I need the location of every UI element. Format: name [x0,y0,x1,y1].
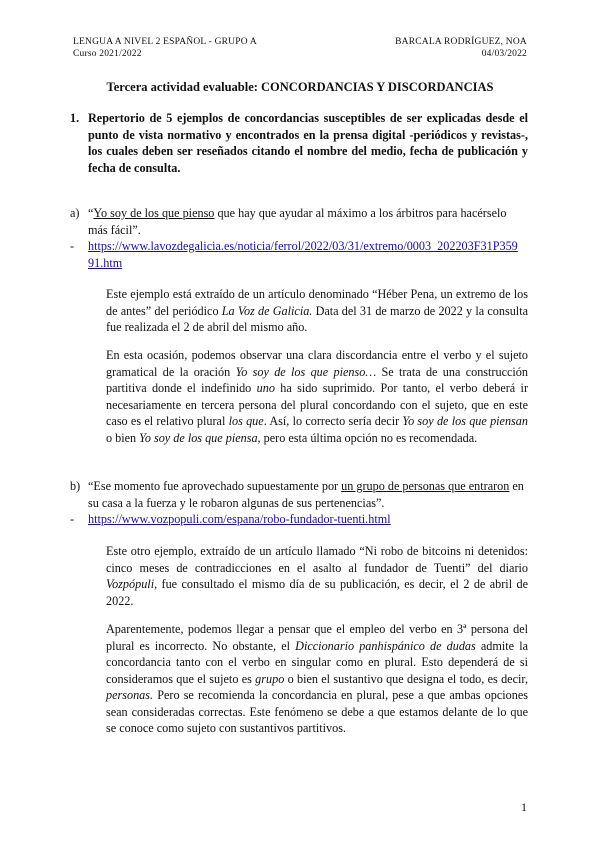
example-b-marker: b) [70,479,81,493]
header-left [73,36,257,60]
text-run: Aparentemente, podemos llegar a pensar que el empleo del verbo en 3ª persona del plural es incorrecto. No obstante, el [106,622,528,653]
text-run: ha sido suprimido. Por tanto, el verbo deberá ir necesariamente en tercera persona del plural concordando con el sujeto, que en este caso es el relativo plural [106,381,528,428]
italic-text: grupo [255,671,285,686]
quote-start: “Ese momento fue aprovechado supuestamente por [88,479,342,493]
author-name: BARCALA RODRÍGUEZ, NOA [395,37,527,47]
quote-underlined: Yo soy de los que pienso [93,206,215,220]
newspaper-name: Vozpópuli [106,577,155,591]
source-dash: - [70,512,75,526]
text-run: Este otro ejemplo, extraído de un artículo llamado “Ni robo de bitcoins ni detenidos: cinco meses de contradicciones en el asalto al fundador de Tuenti” del diario [106,544,528,575]
example-b-source [70,511,518,528]
text-run: En esta ocasión, podemos observar una clara discordancia entre el verbo y el sujeto gramatical de la oración [106,348,528,379]
source-dash: - [70,239,75,253]
source-link[interactable]: https://www.lavozdegalicia.es/noticia/ferrol/2022/03/31/extremo/0003_202203F31P35991.htm [88,239,518,270]
italic-text: Yo soy de los que piensan [402,414,528,428]
quote-open: “ [88,206,94,220]
task-statement [70,110,528,176]
italic-text: Diccionario panhispánico de dudas [295,638,476,653]
text-run: , pero esta última opción no es recomendada. [257,430,478,445]
italic-text: uno [256,381,275,395]
task-number: 1. [70,111,80,125]
example-a-paragraph-2 [106,347,528,446]
text-run: Se trata de una construcción partitiva donde el indefinido [106,364,528,395]
example-b-quote [70,478,528,511]
example-b-paragraph-1 [106,543,528,609]
example-a-quote [70,205,528,238]
course-name: LENGUA A NIVEL 2 ESPAÑOL - GRUPO A [73,37,257,47]
text-run: admite la concordancia tanto con el verbo en singular como en plural. Esto dependerá de si consideramos que el sujeto es [106,638,528,686]
page-title: Tercera actividad evaluable: CONCORDANCIAS Y DISCORDANCIAS [106,80,494,94]
text-run: , fue consultado el mismo día de su publicación, es decir, el 2 de abril de 2022. [106,577,528,608]
text-run: o bien [106,430,140,445]
quote-rest: en su casa a la fuerza y le robaron algunas de sus pertenencias”. [88,479,524,510]
italic-text: Yo soy de los que pienso… [235,364,377,379]
source-link[interactable]: https://www.vozpopuli.com/espana/robo-fundador-tuenti.html [88,512,391,526]
example-b-paragraph-2 [106,621,528,737]
italic-text: Yo soy de los que piensa [139,430,258,445]
text-run: . Así, lo correcto sería decir [263,414,403,428]
italic-text: personas. [106,688,154,702]
text-run: o bien el sustantivo que designa el todo, es decir, [284,671,528,686]
example-a-paragraph-1 [106,286,528,336]
task-text: Repertorio de 5 ejemplos de concordancias susceptibles de ser explicadas desde el punto de vista normativo y encontrados en la prensa digital -periódicos y revistas-, los cuales deben ser reseñados citando el nombre del medio, fecha de publicación y fecha de consulta. [88,111,528,175]
text-run: Pero se recomienda la concordancia en plural, pese a que ambas opciones sean consideradas correctas. Este fenómeno se debe a que estamos delante de lo que se conoce como sujeto con sustantivos partitivos. [106,688,528,735]
page-number: 1 [521,800,527,814]
quote-rest: que hay que ayudar al máximo a los árbitros para hacérselo más fácil”. [88,206,507,237]
document-date: 04/03/2022 [481,49,527,59]
text-run: Data del 31 de marzo de 2022 y la consulta fue realizada el 2 de abril del mismo año. [106,303,528,334]
example-a-source [70,238,518,271]
text-run: Este ejemplo está extraído de un artículo denominado “Héber Pena, un extremo de los de antes” del periódico [106,287,528,318]
quote-underlined: un grupo de personas que entraron [341,479,510,493]
italic-text: los que [228,414,264,428]
course-year: Curso 2021/2022 [73,49,142,59]
header-right [395,36,527,60]
example-a-marker: a) [70,206,80,220]
newspaper-name: La Voz de Galicia. [221,303,313,318]
